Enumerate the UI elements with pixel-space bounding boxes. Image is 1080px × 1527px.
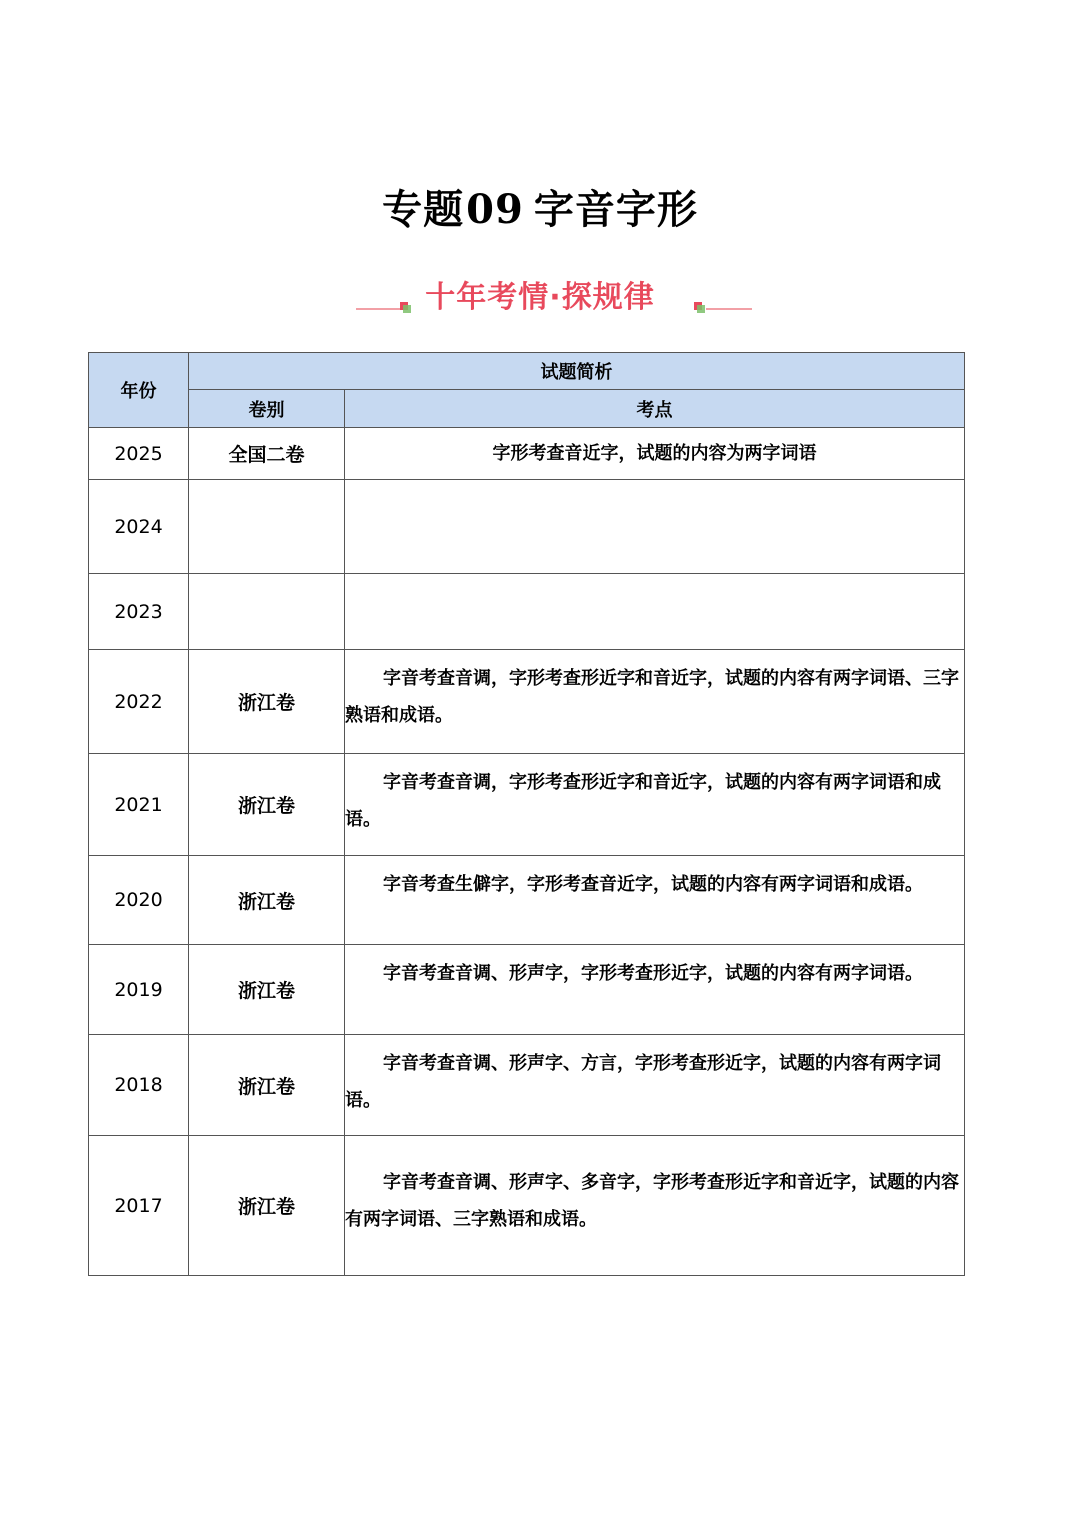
cell-year: 2023 <box>89 574 189 650</box>
subtitle-text: 十年考情·探规律 <box>425 280 655 315</box>
cell-point: 字形考查音近字，试题的内容为两字词语 <box>345 428 965 480</box>
header-year: 年份 <box>89 353 189 428</box>
cell-paper: 浙江卷 <box>189 1136 345 1276</box>
table-row <box>89 428 965 480</box>
cell-paper: 浙江卷 <box>189 754 345 856</box>
cell-point <box>345 574 965 650</box>
cell-year: 2021 <box>89 754 189 856</box>
subtitle-right-rule <box>706 308 752 310</box>
table-row <box>89 1035 965 1136</box>
cell-year: 2024 <box>89 480 189 574</box>
cell-point: 字音考查音调、形声字、方言，字形考查形近字，试题的内容有两字词语。 <box>345 1035 965 1136</box>
cell-paper: 浙江卷 <box>189 650 345 754</box>
cell-point <box>345 480 965 574</box>
title-topic: 字音字形 <box>533 187 698 233</box>
cell-point: 字音考查音调、形声字，字形考查形近字，试题的内容有两字词语。 <box>345 945 965 1035</box>
cell-year: 2022 <box>89 650 189 754</box>
cell-year: 2025 <box>89 428 189 480</box>
subtitle-right-square-icon <box>694 302 704 312</box>
cell-point: 字音考查音调、形声字、多音字，字形考查形近字和音近字，试题的内容有两字词语、三字熟语和成语。 <box>345 1136 965 1276</box>
page-title <box>0 180 1080 240</box>
title-prefix: 专题 <box>382 187 465 233</box>
header-paper: 卷别 <box>189 390 345 428</box>
table-row <box>89 945 965 1035</box>
cell-point: 字音考查生僻字，字形考查音近字，试题的内容有两字词语和成语。 <box>345 856 965 945</box>
header-analysis: 试题简析 <box>189 353 965 390</box>
table-row <box>89 754 965 856</box>
cell-paper: 全国二卷 <box>189 428 345 480</box>
cell-year: 2020 <box>89 856 189 945</box>
cell-paper: 浙江卷 <box>189 1035 345 1136</box>
cell-paper <box>189 480 345 574</box>
cell-year: 2017 <box>89 1136 189 1276</box>
cell-point: 字音考查音调，字形考查形近字和音近字，试题的内容有两字词语和成语。 <box>345 754 965 856</box>
header-point: 考点 <box>345 390 965 428</box>
cell-paper: 浙江卷 <box>189 856 345 945</box>
title-number: 09 <box>466 186 524 233</box>
table-row <box>89 574 965 650</box>
table-row <box>89 856 965 945</box>
cell-point: 字音考查音调，字形考查形近字和音近字，试题的内容有两字词语、三字熟语和成语。 <box>345 650 965 754</box>
exam-analysis-table <box>88 352 965 1276</box>
section-subtitle <box>0 278 1080 322</box>
table-row <box>89 1136 965 1276</box>
cell-paper <box>189 574 345 650</box>
table-row <box>89 480 965 574</box>
cell-year: 2018 <box>89 1035 189 1136</box>
table-row <box>89 650 965 754</box>
cell-year: 2019 <box>89 945 189 1035</box>
cell-paper: 浙江卷 <box>189 945 345 1035</box>
